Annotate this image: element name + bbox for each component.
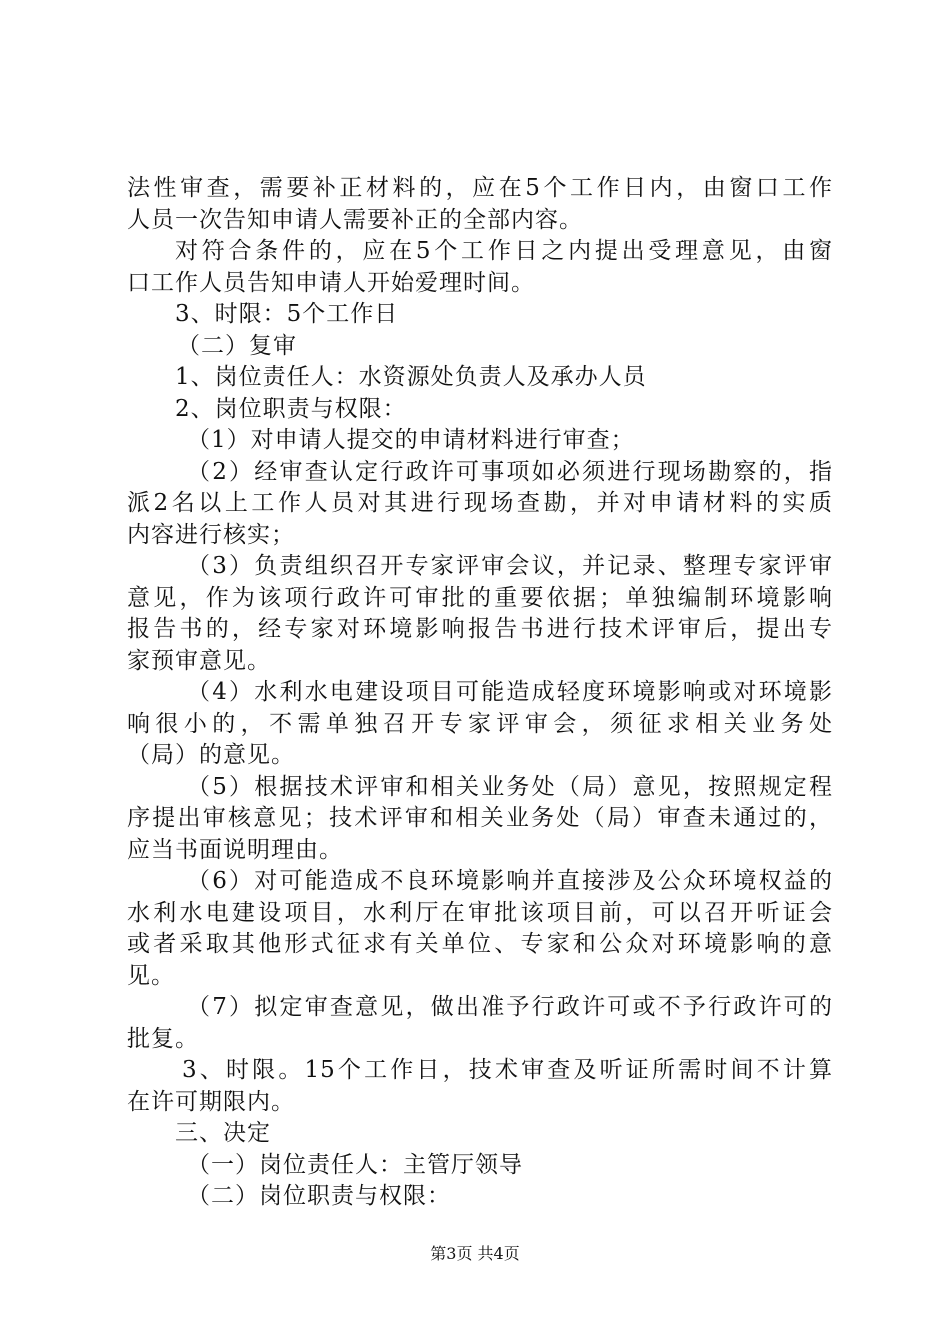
text-line: 派2名以上工作人员对其进行现场查勘，并对申请材料的实质: [127, 490, 833, 516]
text-line: 3、时限。15个工作日，技术审查及听证所需时间不计算: [182, 1057, 833, 1083]
text-line: 3、时限：5个工作日: [175, 301, 399, 327]
text-line: 1、岗位责任人：水资源处负责人及承办人员: [175, 364, 647, 390]
text-line: 报告书的，经专家对环境影响报告书进行技术评审后，提出专: [127, 616, 833, 642]
text-line: 内容进行核实；: [127, 521, 295, 548]
text-line: （二）岗位职责与权限：: [187, 1183, 451, 1209]
text-line: （7）拟定审查意见，做出准予行政许可或不予行政许可的: [187, 994, 833, 1020]
text-line: 法性审查，需要补正材料的，应在5个工作日内，由窗口工作: [127, 175, 833, 201]
text-line: （局）的意见。: [127, 742, 295, 768]
text-line: （6）对可能造成不良环境影响并直接涉及公众环境权益的: [187, 868, 833, 894]
text-line: 人员一次告知申请人需要补正的全部内容。: [127, 206, 583, 233]
text-line: 家预审意见。: [127, 647, 271, 674]
text-line: （一）岗位责任人：主管厅领导: [187, 1151, 523, 1178]
text-line: 响很小的，不需单独召开专家评审会，须征求相关业务处: [127, 710, 833, 737]
text-line: 水利水电建设项目，水利厅在审批该项目前，可以召开听证会: [127, 899, 833, 926]
text-line: （3）负责组织召开专家评审会议，并记录、整理专家评审: [187, 553, 833, 579]
text-line: 或者采取其他形式征求有关单位、专家和公众对环境影响的意: [127, 931, 833, 957]
text-line: 在许可期限内。: [127, 1088, 295, 1115]
text-line: 三、决定: [175, 1120, 271, 1146]
text-line: 应当书面说明理由。: [127, 836, 343, 863]
text-line: 口工作人员告知申请人开始爱理时间。: [127, 269, 535, 296]
text-line: （4）水利水电建设项目可能造成轻度环境影响或对环境影: [187, 679, 833, 705]
text-line: 见。: [127, 962, 175, 989]
document-body: [127, 173, 833, 1213]
text-line: 意见，作为该项行政许可审批的重要依据；单独编制环境影响: [127, 584, 833, 611]
text-line: （2）经审查认定行政许可事项如必须进行现场勘察的，指: [187, 458, 833, 485]
text-line: 序提出审核意见；技术评审和相关业务处（局）审查未通过的，: [127, 805, 833, 831]
text-line: （5）根据技术评审和相关业务处（局）意见，按照规定程: [187, 773, 833, 800]
text-line: 批复。: [127, 1025, 199, 1052]
text-line: 2、岗位职责与权限：: [175, 395, 407, 422]
text-line: （1）对申请人提交的申请材料进行审查；: [187, 427, 635, 453]
text-line: （二）复审: [177, 332, 297, 359]
page-footer: 第3页 共4页: [430, 1244, 520, 1263]
text-line: 对符合条件的，应在5个工作日之内提出受理意见，由窗: [175, 238, 833, 264]
